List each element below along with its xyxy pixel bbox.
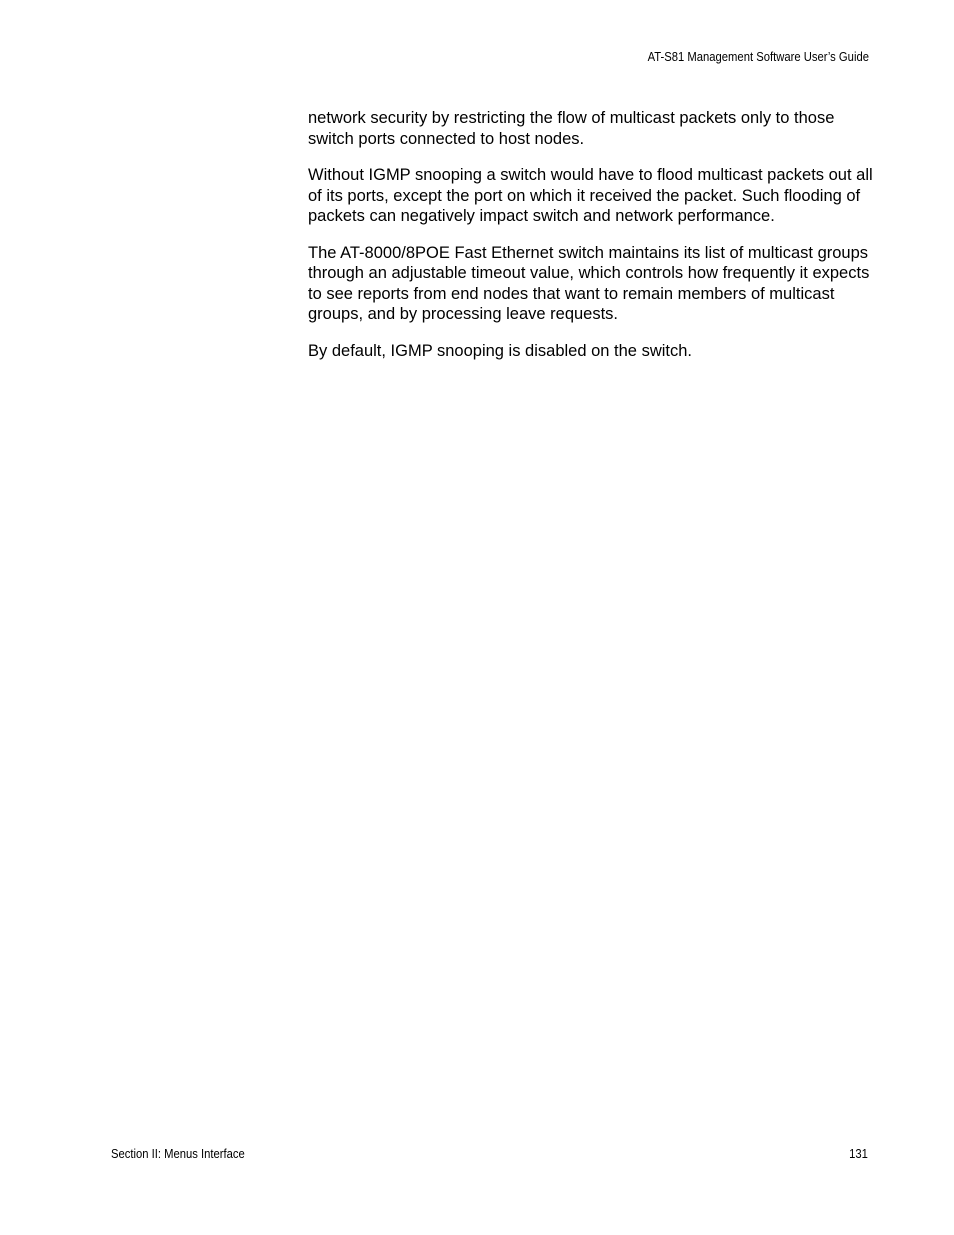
running-header-title: AT-S81 Management Software User’s Guide bbox=[647, 50, 869, 64]
running-footer bbox=[111, 1147, 868, 1161]
paragraph-timeout: The AT-8000/8POE Fast Ethernet switch maintains its list of multicast groups through an adjustable timeout value, which controls how frequently it expects to see reports from end nodes that want to remain members of multicast groups, and by processing leave requests. bbox=[308, 243, 870, 323]
body-text bbox=[308, 108, 874, 377]
paragraph-default: By default, IGMP snooping is disabled on the switch. bbox=[308, 341, 692, 360]
page-number: 131 bbox=[849, 1147, 868, 1161]
footer-section-label: Section II: Menus Interface bbox=[111, 1147, 245, 1161]
paragraph-flooding: Without IGMP snooping a switch would have to flood multicast packets out all of its ports, except the port on which it received the packet. Such flooding of packets can negatively impact switch and network performance. bbox=[308, 166, 873, 225]
paragraph-security: network security by restricting the flow of multicast packets only to those switch ports connected to host nodes. bbox=[308, 109, 835, 148]
